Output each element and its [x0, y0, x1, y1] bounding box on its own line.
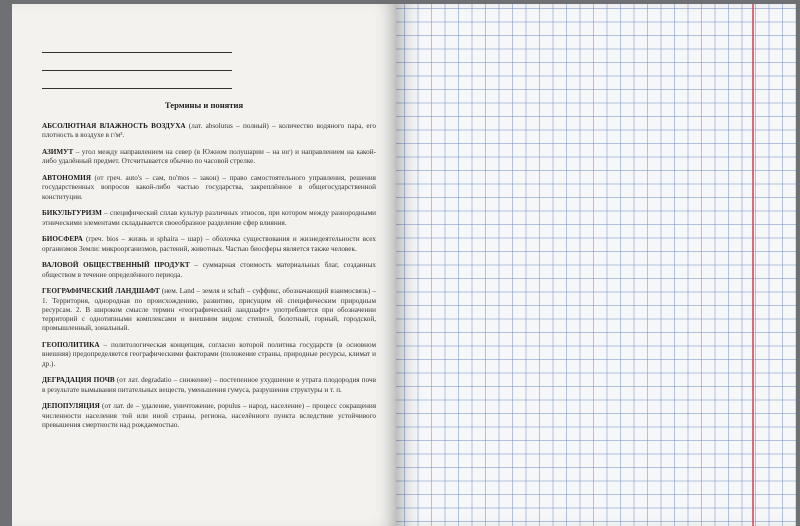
- grid-page: [396, 4, 796, 526]
- blank-writing-line: [42, 88, 232, 89]
- glossary-entry: [42, 209, 376, 228]
- glossary-entry: [42, 261, 376, 280]
- glossary-list: [42, 122, 376, 438]
- glossary-term: ДЕГРАДАЦИЯ ПОЧВ: [42, 376, 115, 385]
- glossary-term: БИКУЛЬТУРИЗМ: [42, 209, 102, 218]
- notebook-spread: [12, 4, 796, 526]
- glossary-entry: [42, 287, 376, 333]
- glossary-term: АЗИМУТ: [42, 147, 74, 156]
- glossary-entry: [42, 122, 376, 141]
- glossary-definition: – суммарная стоимость материальных благ, созданных обществом в течение определённого периода.: [42, 261, 376, 279]
- glossary-term: БИОСФЕРА: [42, 235, 83, 244]
- blank-writing-line: [42, 70, 232, 71]
- glossary-term: ВАЛОВОЙ ОБЩЕСТВЕННЫЙ ПРОДУКТ: [42, 261, 190, 270]
- glossary-term: ГЕОГРАФИЧЕСКИЙ ЛАНДШАФТ: [42, 287, 160, 296]
- blank-writing-line: [42, 52, 232, 53]
- glossary-definition: (от греч. auto's – сам, no'mos – закон) – право самостоятельного управления, решения государственных вопросов какой-либо частью государства, закреплённое в общегосударственной конституции.: [42, 173, 376, 201]
- left-page: [12, 4, 396, 526]
- glossary-definition: (нем. Land – земля и schaft – суффикс, обозначающий взаимосвязь) – 1. Территория, однородная по происхождению, развитию, присущим ей специфическим природным ресурсам. 2. В широком смысле термин «географический ландшафт» употребляется при обозначении территорий с однотипными комплексами и внешним видом: степной, болотный, горный, городской, промышленный, зональный.: [42, 287, 376, 333]
- glossary-entry: [42, 402, 376, 430]
- glossary-definition: (от лат. de – удаление, уничтожение, populus – народ, население) – процесс сокращения численности населения той или иной страны, региона, населённого пункта вследствие устойчивого превышения смертности над рождаемостью.: [42, 402, 376, 429]
- glossary-definition: (греч. bios – жизнь и sphaira – шар) – оболочка существования и жизнедеятельности всех организмов Земли: микроорганизмов, растений, животных. Частью биосферы является также человек.: [42, 235, 376, 253]
- glossary-term: АВТОНОМИЯ: [42, 173, 91, 182]
- glossary-entry: [42, 235, 376, 254]
- glossary-definition: (от лат. degradatio – снижение) – постепенное ухудшение и утрата плодородия почв в результате вымывания питательных веществ, уменьшения гумуса, разрушения структуры и т. п.: [42, 376, 376, 394]
- glossary-term: ДЕПОПУЛЯЦИЯ: [42, 402, 100, 411]
- glossary-term: АБСОЛЮТНАЯ ВЛАЖНОСТЬ ВОЗДУХА: [42, 122, 186, 130]
- glossary-entry: [42, 341, 376, 369]
- glossary-entry: [42, 174, 376, 202]
- glossary-entry: [42, 148, 376, 167]
- page-title: Термины и понятия: [164, 100, 244, 110]
- glossary-definition: – угол между направлением на север (в Южном полушарии – на юг) и направлением на какой-либо удалённый предмет. Отсчитывается обычно по часовой стрелке.: [42, 147, 376, 166]
- glossary-definition: – специфический сплав культур различных этносов, при котором между разнородными этническими элементами складывается своеобразное разделение сфер влияния.: [42, 209, 376, 227]
- margin-line: [752, 4, 754, 526]
- glossary-definition: – политологическая концепция, согласно которой политика государств (в основном внешняя) предопределяется географическими факторами (положение страны, природные ресурсы, климат и др.).: [42, 341, 376, 368]
- glossary-entry: [42, 376, 376, 395]
- glossary-definition: (лат. absolutus – полный) – количество водяного пара, его плотность в воздухе в г/м³.: [42, 122, 376, 140]
- glossary-term: ГЕОПОЛИТИКА: [42, 341, 100, 350]
